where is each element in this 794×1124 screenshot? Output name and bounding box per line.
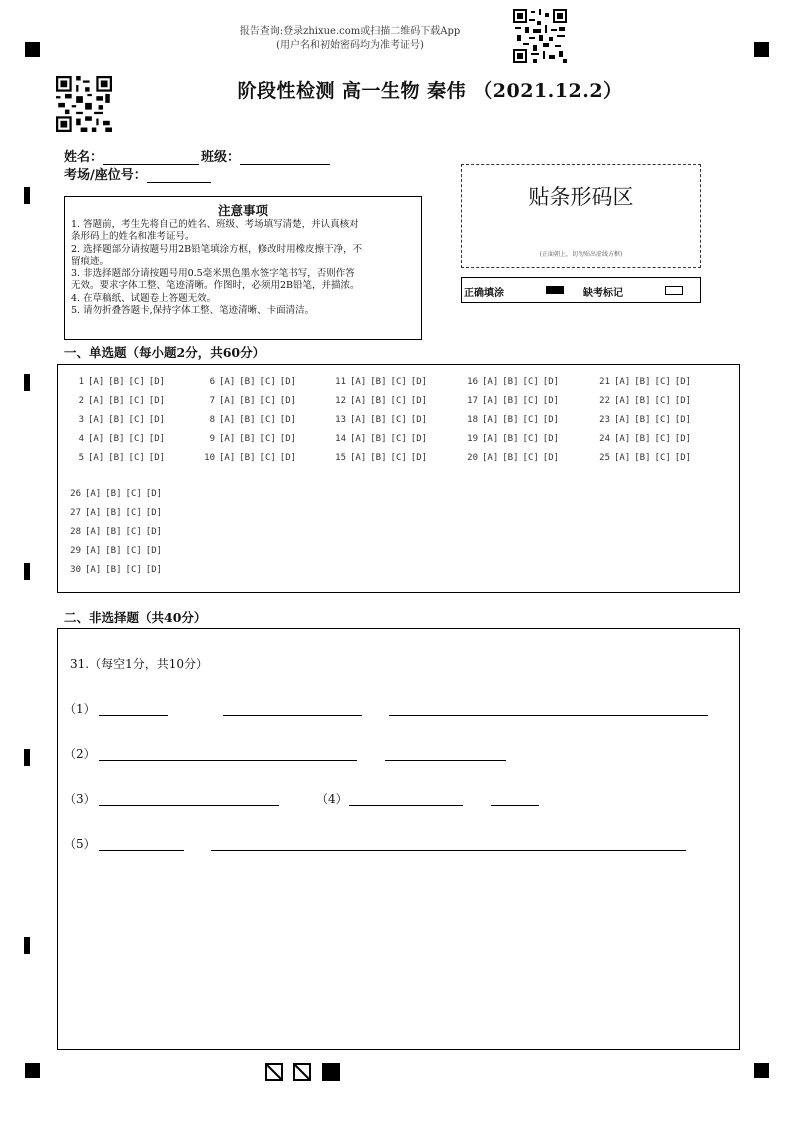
option-bubble[interactable]: [B] <box>634 453 651 463</box>
part-3-label: （3） <box>64 792 96 806</box>
option-bubble[interactable]: [B] <box>239 377 256 387</box>
barcode-area-hint: (正面朝上，切勿贴出虚线方框) <box>539 251 623 258</box>
option-bubble[interactable]: [B] <box>502 396 519 406</box>
option-bubble[interactable]: [B] <box>108 453 125 463</box>
mc-question-row <box>68 430 169 449</box>
question-number: 9 <box>209 434 215 444</box>
option-bubble[interactable]: [A] <box>85 527 102 537</box>
option-bubble[interactable]: [A] <box>219 453 236 463</box>
option-bubble[interactable]: [A] <box>219 415 236 425</box>
option-bubble[interactable]: [A] <box>350 377 367 387</box>
option-bubble[interactable]: [B] <box>108 396 125 406</box>
option-bubble[interactable]: [B] <box>108 434 125 444</box>
question-number: 1 <box>78 377 84 387</box>
mc-column <box>594 373 695 468</box>
option-bubble[interactable]: [A] <box>88 453 105 463</box>
question-number: 27 <box>70 508 81 518</box>
fill-legend <box>461 277 701 303</box>
option-bubble[interactable]: [C] <box>125 565 142 575</box>
corner-mark-bottom-right <box>754 1063 769 1078</box>
question-number: 6 <box>209 377 215 387</box>
option-bubble[interactable]: [B] <box>105 527 122 537</box>
exam-title: 阶段性检测 高一生物 秦伟 （2021.12.2） <box>237 80 623 102</box>
question-31-header: 31.（每空1分，共10分） <box>70 657 208 671</box>
filled-box-icon <box>546 286 564 294</box>
option-bubble[interactable]: [D] <box>145 527 163 537</box>
question-number: 11 <box>335 377 346 387</box>
option-bubble[interactable]: [D] <box>145 489 163 499</box>
option-bubble[interactable]: [C] <box>125 527 142 537</box>
mc-column <box>330 373 431 468</box>
option-bubble[interactable]: [A] <box>482 453 499 463</box>
option-bubble[interactable]: [C] <box>259 415 276 425</box>
mc-question-row <box>199 430 300 449</box>
option-bubble[interactable]: [C] <box>125 489 142 499</box>
notice-title: 注意事项 <box>217 203 268 218</box>
answer-line[interactable] <box>99 715 168 716</box>
option-bubble[interactable]: [A] <box>219 434 236 444</box>
question-number: 10 <box>204 453 215 463</box>
option-bubble[interactable]: [C] <box>390 434 407 444</box>
question-number: 14 <box>335 434 346 444</box>
option-bubble[interactable]: [D] <box>410 453 428 463</box>
part-2-label: （2） <box>64 747 96 761</box>
question-number: 19 <box>467 434 478 444</box>
notice-line: 1. 答题前，考生先将自己的姓名、班级、考场填写清楚，并认真核对 <box>71 219 359 230</box>
option-bubble[interactable]: [B] <box>634 396 651 406</box>
option-bubble[interactable]: [D] <box>542 453 560 463</box>
option-bubble[interactable]: [B] <box>239 396 256 406</box>
corner-mark-top-right <box>754 42 769 57</box>
class-input-line[interactable] <box>240 150 330 165</box>
option-bubble[interactable]: [C] <box>259 453 276 463</box>
option-bubble[interactable]: [D] <box>410 396 428 406</box>
question-number: 12 <box>335 396 346 406</box>
mc-question-row <box>330 373 431 392</box>
question-number: 25 <box>599 453 610 463</box>
option-bubble[interactable]: [A] <box>350 453 367 463</box>
option-bubble[interactable]: [D] <box>279 434 297 444</box>
footer-slash-box <box>293 1063 311 1081</box>
option-bubble[interactable]: [A] <box>88 434 105 444</box>
option-bubble[interactable]: [D] <box>674 415 692 425</box>
class-label: 班级： <box>201 150 241 165</box>
option-bubble[interactable]: [A] <box>614 377 631 387</box>
option-bubble[interactable]: [B] <box>634 377 651 387</box>
timing-mark <box>24 563 30 580</box>
option-bubble[interactable]: [B] <box>370 377 387 387</box>
option-bubble[interactable]: [D] <box>148 434 166 444</box>
option-bubble[interactable]: [D] <box>279 396 297 406</box>
barcode-area <box>461 164 701 268</box>
question-number: 20 <box>467 453 478 463</box>
option-bubble[interactable]: [C] <box>654 377 671 387</box>
mc-question-row <box>68 392 169 411</box>
option-bubble[interactable]: [D] <box>674 377 692 387</box>
mc-column <box>199 373 300 468</box>
name-field[interactable] <box>64 146 199 165</box>
option-bubble[interactable]: [D] <box>674 434 692 444</box>
mc-question-row <box>462 430 563 449</box>
mc-question-row <box>330 430 431 449</box>
timing-mark <box>24 749 30 766</box>
mc-question-row <box>65 561 166 580</box>
free-response-area[interactable] <box>57 628 740 1050</box>
corner-mark-bottom-left <box>25 1063 40 1078</box>
name-label: 姓名： <box>64 150 104 165</box>
option-bubble[interactable]: [D] <box>542 396 560 406</box>
mc-question-row <box>594 392 695 411</box>
option-bubble[interactable]: [A] <box>614 453 631 463</box>
option-bubble[interactable]: [C] <box>128 377 145 387</box>
question-number: 2 <box>78 396 84 406</box>
option-bubble[interactable]: [C] <box>654 434 671 444</box>
question-number: 22 <box>599 396 610 406</box>
question-number: 23 <box>599 415 610 425</box>
option-bubble[interactable]: [D] <box>145 565 163 575</box>
option-bubble[interactable]: [C] <box>654 453 671 463</box>
notice-line: 2. 选择题部分请按题号用2B铅笔填涂方框，修改时用橡皮擦干净，不 <box>71 243 363 255</box>
mc-question-row <box>330 449 431 468</box>
option-bubble[interactable]: [D] <box>279 453 297 463</box>
mc-question-row <box>199 392 300 411</box>
option-bubble[interactable]: [C] <box>522 377 539 387</box>
question-number: 16 <box>467 377 478 387</box>
notice-line: 无效。要求字体工整、笔迹清晰。作图时，必须用2B铅笔，并描浓。 <box>71 280 360 292</box>
seat-input-line[interactable] <box>147 168 211 183</box>
option-bubble[interactable]: [D] <box>145 546 163 556</box>
question-number: 26 <box>70 489 81 499</box>
question-number: 29 <box>70 546 81 556</box>
question-number: 8 <box>209 415 215 425</box>
option-bubble[interactable]: [C] <box>522 396 539 406</box>
seat-label: 考场/座位号： <box>64 168 147 183</box>
option-bubble[interactable]: [B] <box>370 396 387 406</box>
name-input-line[interactable] <box>103 150 199 165</box>
corner-mark-top-left <box>25 42 40 57</box>
timing-mark <box>24 187 30 204</box>
mc-question-row <box>330 392 431 411</box>
footer-slash-box <box>265 1063 283 1081</box>
answer-line[interactable] <box>349 805 463 806</box>
mc-question-row <box>199 411 300 430</box>
answer-line[interactable] <box>99 850 184 851</box>
answer-line[interactable] <box>223 715 362 716</box>
option-bubble[interactable]: [C] <box>128 453 145 463</box>
option-bubble[interactable]: [A] <box>85 546 102 556</box>
option-bubble[interactable]: [B] <box>239 434 256 444</box>
notice-line: 3. 非选择题部分请按题号用0.5毫米黑色墨水签字笔书写，否则作答 <box>71 268 355 280</box>
section1-title: 一、单选题（每小题2分，共60分） <box>64 345 266 360</box>
answer-line[interactable] <box>491 805 539 806</box>
qr-code-sheet <box>56 76 112 132</box>
mc-question-row <box>199 449 300 468</box>
option-bubble[interactable]: [A] <box>482 415 499 425</box>
option-bubble[interactable]: [B] <box>634 415 651 425</box>
part-4-label: （4） <box>316 792 348 806</box>
answer-line[interactable] <box>211 850 686 851</box>
barcode-area-label: 贴条形码区 <box>528 185 634 209</box>
multiple-choice-area <box>57 364 740 593</box>
option-bubble[interactable]: [C] <box>522 434 539 444</box>
option-bubble[interactable]: [C] <box>390 415 407 425</box>
mc-question-row <box>330 411 431 430</box>
option-bubble[interactable]: [D] <box>148 453 166 463</box>
option-bubble[interactable]: [A] <box>88 377 105 387</box>
mc-question-row <box>462 411 563 430</box>
option-bubble[interactable]: [B] <box>105 546 122 556</box>
mc-question-row <box>68 411 169 430</box>
option-bubble[interactable]: [C] <box>390 377 407 387</box>
notice-line: 条形码上的姓名和准考证号。 <box>71 231 195 243</box>
mc-question-row <box>65 485 166 504</box>
option-bubble[interactable]: [A] <box>85 489 102 499</box>
option-bubble[interactable]: [B] <box>502 434 519 444</box>
option-bubble[interactable]: [A] <box>614 415 631 425</box>
option-bubble[interactable]: [B] <box>105 565 122 575</box>
mc-question-row <box>462 449 563 468</box>
report-query-subline: (用户名和初始密码均为准考证号) <box>276 40 424 51</box>
option-bubble[interactable]: [A] <box>85 565 102 575</box>
option-bubble[interactable]: [B] <box>108 415 125 425</box>
footer-solid-box <box>322 1063 340 1081</box>
part-5-label: （5） <box>64 837 96 851</box>
mc-question-row <box>462 392 563 411</box>
option-bubble[interactable]: [B] <box>370 453 387 463</box>
option-bubble[interactable]: [B] <box>105 489 122 499</box>
option-bubble[interactable]: [A] <box>614 434 631 444</box>
question-number: 17 <box>467 396 478 406</box>
question-number: 18 <box>467 415 478 425</box>
mc-question-row <box>68 373 169 392</box>
option-bubble[interactable]: [C] <box>259 377 276 387</box>
option-bubble[interactable]: [D] <box>542 434 560 444</box>
question-number: 5 <box>78 453 84 463</box>
option-bubble[interactable]: [A] <box>482 396 499 406</box>
section2-title: 二、非选择题（共40分） <box>64 610 207 625</box>
option-bubble[interactable]: [B] <box>370 415 387 425</box>
timing-mark <box>24 937 30 954</box>
absent-label: 缺考标记 <box>583 288 623 299</box>
option-bubble[interactable]: [C] <box>654 415 671 425</box>
report-query-line: 报告查询:登录zhixue.com或扫描二维码下载App <box>239 26 461 37</box>
answer-line[interactable] <box>99 805 279 806</box>
question-number: 7 <box>209 396 215 406</box>
answer-line[interactable] <box>389 715 708 716</box>
option-bubble[interactable]: [C] <box>125 508 142 518</box>
option-bubble[interactable]: [C] <box>522 415 539 425</box>
option-bubble[interactable]: [A] <box>88 415 105 425</box>
option-bubble[interactable]: [D] <box>542 415 560 425</box>
option-bubble[interactable]: [B] <box>502 453 519 463</box>
notice-line: 4. 在草稿纸、试题卷上答题无效。 <box>71 292 217 304</box>
option-bubble[interactable]: [A] <box>88 396 105 406</box>
option-bubble[interactable]: [A] <box>219 377 236 387</box>
option-bubble[interactable]: [B] <box>370 434 387 444</box>
notice-box <box>64 196 422 340</box>
option-bubble[interactable]: [C] <box>522 453 539 463</box>
question-number: 13 <box>335 415 346 425</box>
question-number: 4 <box>78 434 84 444</box>
option-bubble[interactable]: [B] <box>105 508 122 518</box>
option-bubble[interactable]: [C] <box>259 434 276 444</box>
option-bubble[interactable]: [A] <box>350 434 367 444</box>
option-bubble[interactable]: [D] <box>148 396 166 406</box>
part-1-label: （1） <box>64 702 96 716</box>
option-bubble[interactable]: [D] <box>148 415 166 425</box>
option-bubble[interactable]: [C] <box>125 546 142 556</box>
notice-line: 留痕迹。 <box>71 255 110 267</box>
option-bubble[interactable]: [D] <box>674 396 692 406</box>
option-bubble[interactable]: [D] <box>542 377 560 387</box>
option-bubble[interactable]: [C] <box>128 396 145 406</box>
mc-column <box>462 373 563 468</box>
mc-question-row <box>65 523 166 542</box>
option-bubble[interactable]: [A] <box>482 377 499 387</box>
option-bubble[interactable]: [A] <box>614 396 631 406</box>
option-bubble[interactable]: [B] <box>108 377 125 387</box>
option-bubble[interactable]: [A] <box>350 396 367 406</box>
option-bubble[interactable]: [A] <box>350 415 367 425</box>
option-bubble[interactable]: [D] <box>410 434 428 444</box>
option-bubble[interactable]: [C] <box>128 415 145 425</box>
option-bubble[interactable]: [B] <box>239 415 256 425</box>
option-bubble[interactable]: [B] <box>502 415 519 425</box>
notice-line: 5. 请勿折叠答题卡,保持字体工整、笔迹清晰、卡面清洁。 <box>71 305 315 317</box>
mc-question-row <box>462 373 563 392</box>
option-bubble[interactable]: [B] <box>634 434 651 444</box>
mc-question-row <box>65 504 166 523</box>
question-number: 24 <box>599 434 610 444</box>
mc-question-row <box>68 449 169 468</box>
option-bubble[interactable]: [D] <box>674 453 692 463</box>
option-bubble[interactable]: [B] <box>239 453 256 463</box>
answer-line[interactable] <box>99 760 357 761</box>
absent-mark-box[interactable] <box>665 286 683 295</box>
option-bubble[interactable]: [D] <box>148 377 166 387</box>
mc-question-row <box>594 373 695 392</box>
option-bubble[interactable]: [C] <box>654 396 671 406</box>
mc-column <box>68 373 169 468</box>
question-number: 3 <box>78 415 84 425</box>
mc-column <box>65 485 166 580</box>
question-number: 15 <box>335 453 346 463</box>
mc-question-row <box>594 430 695 449</box>
option-bubble[interactable]: [A] <box>219 396 236 406</box>
option-bubble[interactable]: [A] <box>482 434 499 444</box>
seat-field[interactable] <box>64 164 211 183</box>
option-bubble[interactable]: [D] <box>279 377 297 387</box>
option-bubble[interactable]: [D] <box>145 508 163 518</box>
option-bubble[interactable]: [C] <box>128 434 145 444</box>
option-bubble[interactable]: [D] <box>410 377 428 387</box>
correct-fill-label: 正确填涂 <box>464 288 504 299</box>
mc-question-row <box>65 542 166 561</box>
class-field[interactable] <box>201 146 330 165</box>
option-bubble[interactable]: [C] <box>390 453 407 463</box>
option-bubble[interactable]: [D] <box>279 415 297 425</box>
option-bubble[interactable]: [B] <box>502 377 519 387</box>
question-number: 28 <box>70 527 81 537</box>
mc-question-row <box>199 373 300 392</box>
option-bubble[interactable]: [D] <box>410 415 428 425</box>
question-number: 30 <box>70 565 81 575</box>
answer-line[interactable] <box>385 760 506 761</box>
option-bubble[interactable]: [C] <box>390 396 407 406</box>
question-number: 21 <box>599 377 610 387</box>
mc-question-row <box>594 411 695 430</box>
qr-code-download <box>513 9 567 63</box>
option-bubble[interactable]: [C] <box>259 396 276 406</box>
option-bubble[interactable]: [A] <box>85 508 102 518</box>
mc-question-row <box>594 449 695 468</box>
timing-mark <box>24 374 30 391</box>
